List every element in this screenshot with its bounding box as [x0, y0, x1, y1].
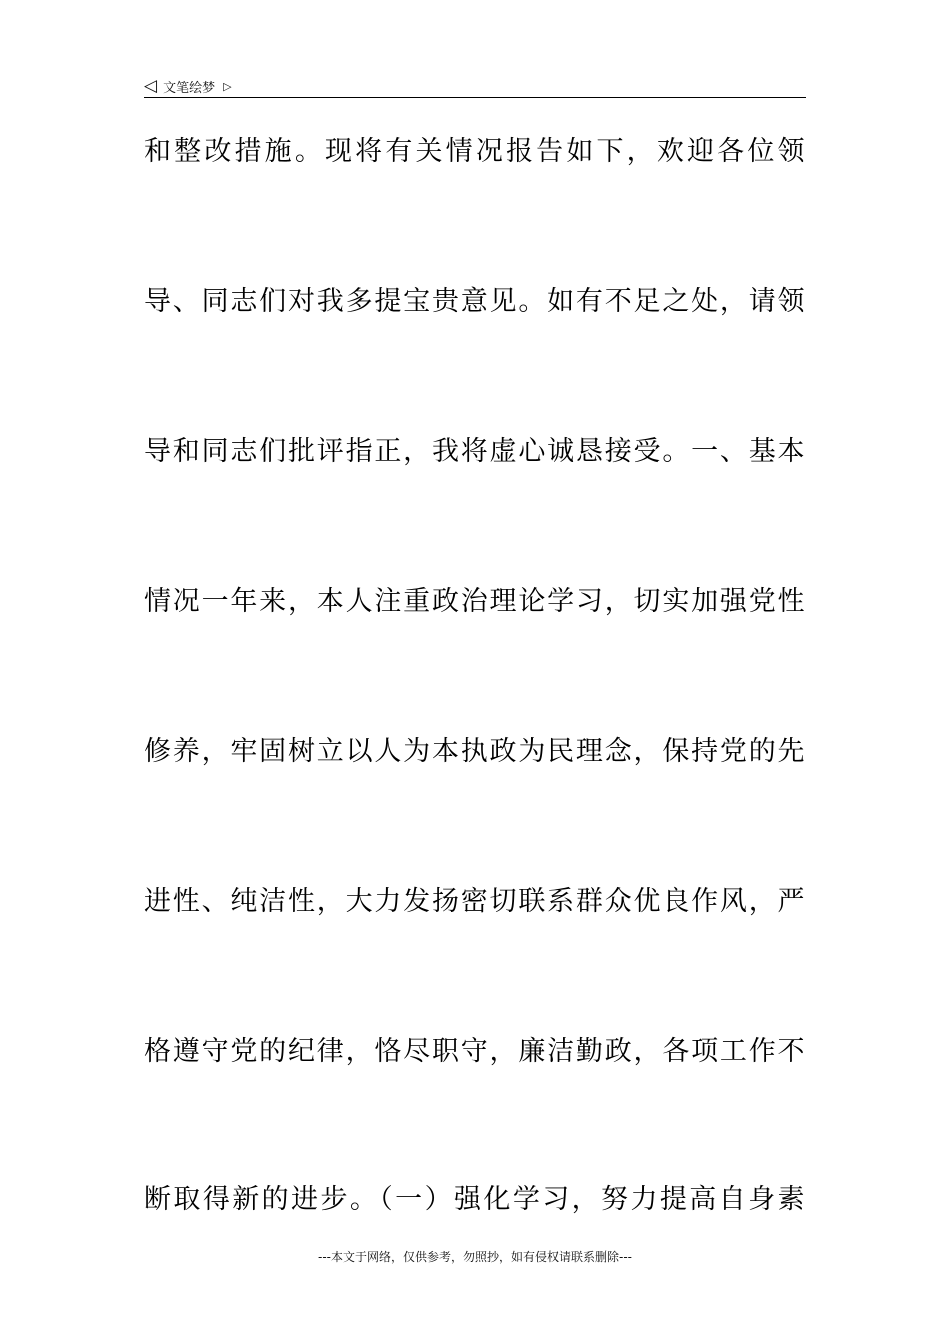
body-text-line: 和整改措施。现将有关情况报告如下，欢迎各位领	[144, 136, 806, 167]
body-text-line: 进性、纯洁性，大力发扬密切联系群众优良作风，严	[144, 886, 806, 917]
header-title: 文笔绘梦	[163, 80, 216, 96]
left-triangle-icon: ◁	[144, 75, 158, 96]
body-text-line: 断取得新的进步。（一）强化学习，努力提高自身素	[144, 1184, 806, 1215]
header-divider	[144, 97, 806, 98]
body-text-line: 格遵守党的纪律，恪尽职守，廉洁勤政，各项工作不	[144, 1036, 806, 1067]
page-header	[144, 74, 806, 98]
body-text-line: 修养，牢固树立以人为本执政为民理念，保持党的先	[144, 736, 806, 767]
body-text-line: 情况一年来，本人注重政治理论学习，切实加强党性	[144, 586, 806, 617]
body-text-line: 导、同志们对我多提宝贵意见。如有不足之处，请领	[144, 286, 806, 317]
right-triangle-icon: ▷	[223, 79, 232, 93]
body-text-line: 导和同志们批评指正，我将虚心诚恳接受。一、基本	[144, 436, 806, 467]
page-footer: ---本文于网络，仅供参考，勿照抄，如有侵权请联系删除---	[318, 1250, 632, 1264]
